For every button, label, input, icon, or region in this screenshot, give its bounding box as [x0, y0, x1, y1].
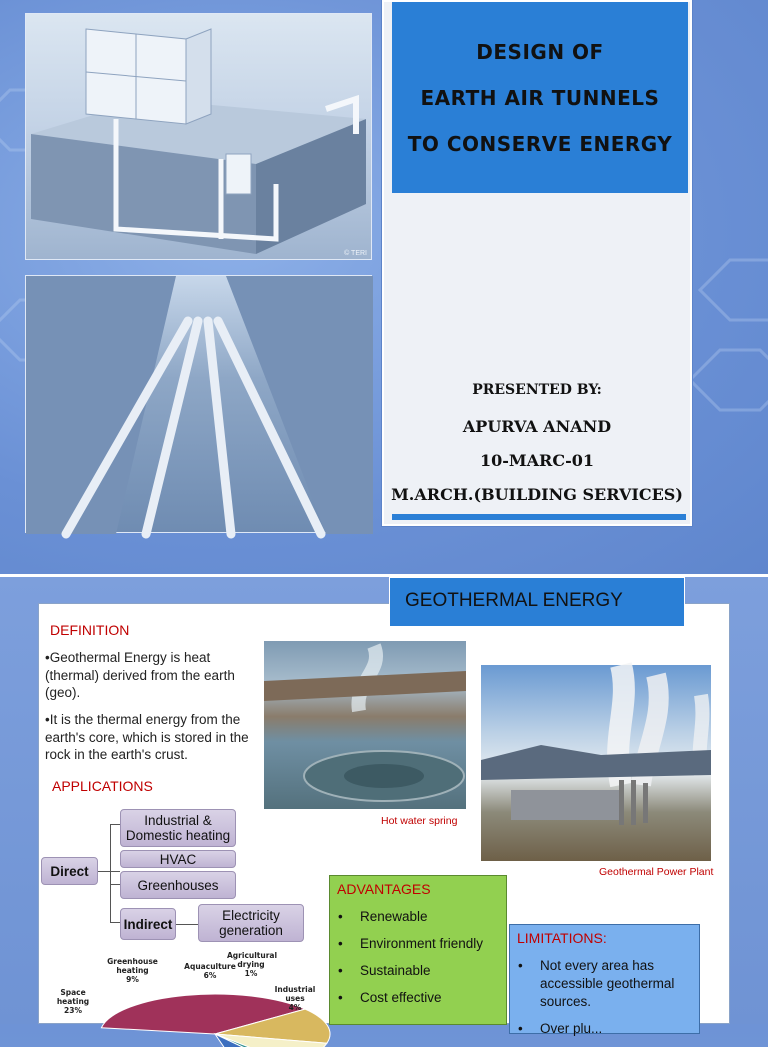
building-cross-section-illustration	[26, 14, 373, 261]
pie-label-space-heating: Space heating 23%	[56, 988, 90, 1015]
title-box	[392, 2, 688, 193]
pipes-in-trench-illustration	[26, 276, 373, 534]
title-line-3: TO CONSERVE ENERGY	[407, 131, 673, 156]
geothermal-power-plant-image	[481, 665, 711, 861]
tree-connector	[98, 871, 120, 872]
tree-connector	[110, 824, 120, 825]
presenter-label: PRESENTED BY:	[472, 382, 602, 398]
title-card	[382, 0, 692, 526]
list-item: • Sustainable	[336, 962, 483, 980]
presenter-name: APURVA ANAND	[462, 417, 612, 436]
tree-connector	[176, 924, 198, 925]
list-item: • Over plu...	[516, 1020, 696, 1038]
photo-credit: © TERI	[344, 250, 367, 257]
definition-heading: DEFINITION	[50, 622, 130, 638]
pie-label-greenhouse: Greenhouse heating 9%	[107, 957, 158, 984]
hot-water-spring-image	[264, 641, 466, 809]
tree-node-direct: Direct	[41, 857, 98, 885]
title-line-2: EARTH AIR TUNNELS	[420, 85, 660, 110]
list-item: • Not every area has accessible geothermal sources.	[516, 957, 696, 1011]
advantages-list	[336, 908, 483, 1016]
slide-header: GEOTHERMAL ENERGY	[389, 577, 685, 627]
presenter-course: M.ARCH.(BUILDING SERVICES)	[391, 485, 683, 504]
limitations-box	[509, 924, 700, 1034]
tree-node-indirect: Indirect	[120, 908, 176, 940]
title-card-bottom-bar	[392, 514, 686, 520]
list-item: • Renewable	[336, 908, 483, 926]
definition-text-2: •It is the thermal energy from the earth's core, which is stored in the rock in the earth's crust.	[45, 712, 249, 762]
limitations-heading: LIMITATIONS:	[517, 930, 607, 946]
limitations-list	[516, 957, 696, 1047]
pie-label-agricultural-drying: Agricultural drying 1%	[227, 951, 278, 978]
list-item: • Cost effective	[336, 989, 483, 1007]
plant-caption: Geothermal Power Plant	[599, 866, 714, 878]
advantages-heading: ADVANTAGES	[337, 881, 431, 897]
presenter-id: 10-MARC-01	[480, 451, 594, 470]
title-line-1: DESIGN OF	[476, 39, 604, 64]
geothermal-slide	[0, 577, 768, 1036]
tree-node-electricity: Electricity generation	[198, 904, 304, 942]
pie-label-industrial: Industrial uses 4%	[274, 985, 316, 1012]
definition-text-1: •Geothermal Energy is heat (thermal) derived from the earth (geo).	[45, 650, 235, 700]
tree-connector	[110, 922, 120, 923]
applications-heading: APPLICATIONS	[52, 778, 153, 794]
presenter-block	[384, 382, 690, 512]
tree-node-hvac: HVAC	[120, 850, 236, 868]
earth-tunnel-diagram-image	[25, 13, 372, 260]
hot-spring-illustration	[264, 641, 466, 809]
advantages-box	[329, 875, 507, 1025]
tree-connector	[110, 824, 111, 922]
power-plant-illustration	[481, 665, 711, 861]
list-item: • Environment friendly	[336, 935, 483, 953]
tree-node-industrial-heating: Industrial & Domestic heating	[120, 809, 236, 847]
tree-node-greenhouses: Greenhouses	[120, 871, 236, 899]
spring-caption: Hot water spring	[381, 815, 458, 827]
buried-pipes-trench-image	[25, 275, 372, 533]
tree-connector	[110, 884, 120, 885]
pie-label-aquaculture: Aquaculture 6%	[184, 962, 236, 980]
